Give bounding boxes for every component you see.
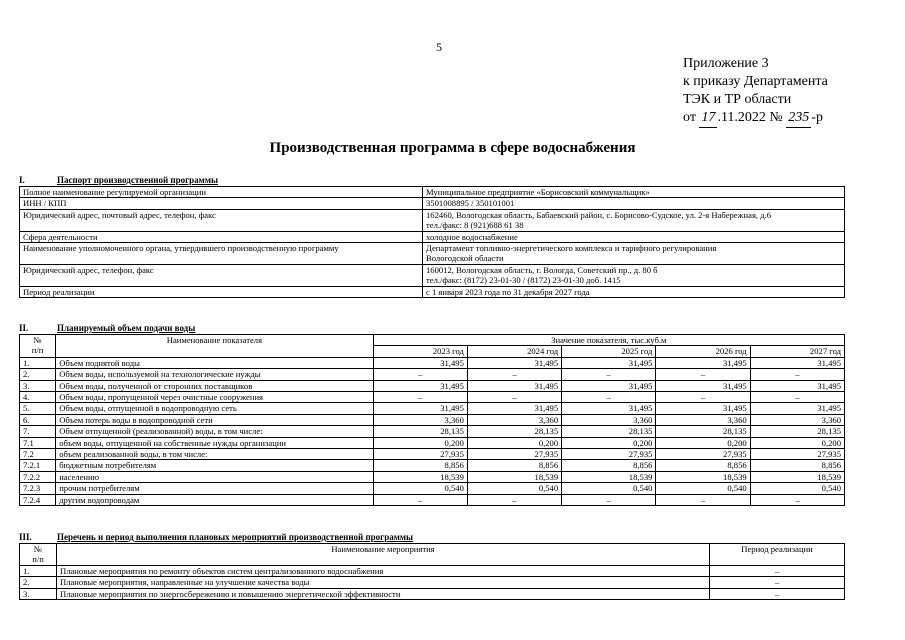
row-value: 0,200 <box>750 437 844 448</box>
row-number: 7.1 <box>20 437 56 448</box>
row-value: 0,200 <box>373 437 467 448</box>
year-header: 2024 год <box>467 346 561 357</box>
row-value: 0,200 <box>656 437 750 448</box>
table-row <box>20 426 845 437</box>
row-number: 7. <box>20 426 56 437</box>
row-name: бюджетным потребителям <box>56 460 373 471</box>
passport-value-line-2: тел./факс: (8172) 23-01-30 / (8172) 23-01-30 доб. 1415 <box>426 275 621 286</box>
passport-label: ИНН / КПП <box>20 198 423 209</box>
document-title: Производственная программа в сфере водоснабжения <box>269 140 636 156</box>
appendix-date-line <box>683 109 828 128</box>
col-number-sublabel: п/п <box>31 345 44 356</box>
section-3-heading <box>19 532 413 542</box>
row-value: 0,540 <box>750 483 844 494</box>
measures-col-number-header <box>20 544 57 566</box>
row-value: 18,539 <box>562 471 656 482</box>
row-value: 3,360 <box>656 414 750 425</box>
passport-row <box>20 286 845 297</box>
measures-col-number-sublabel: п/п <box>32 554 44 565</box>
row-number: 7.2.4 <box>20 494 56 505</box>
passport-label: Сфера деятельности <box>20 231 423 242</box>
year-header: 2023 год <box>373 346 467 357</box>
row-value: 18,539 <box>750 471 844 482</box>
row-value: – <box>373 494 467 505</box>
row-value: 31,495 <box>562 357 656 368</box>
row-value: – <box>373 369 467 380</box>
water-volume-table <box>19 334 845 506</box>
row-value: – <box>750 369 844 380</box>
passport-label: Юридический адрес, телефон, факс <box>20 264 423 286</box>
row-number: 5. <box>20 403 56 414</box>
row-value: 8,856 <box>562 460 656 471</box>
row-value: 31,495 <box>656 380 750 391</box>
passport-value <box>423 187 845 198</box>
year-header: 2027 год <box>750 346 844 357</box>
row-value: – <box>750 392 844 403</box>
row-value: 27,935 <box>656 449 750 460</box>
row-value: – <box>656 494 750 505</box>
passport-row <box>20 264 845 286</box>
row-number: 3. <box>20 380 56 391</box>
appendix-line-2: к приказу Департамента <box>683 74 828 89</box>
row-value: 31,495 <box>373 357 467 368</box>
passport-value-line: 3501008895 / 350101001 <box>426 198 515 209</box>
page-number: 5 <box>436 40 442 54</box>
passport-value-line: 162460, Вологодская область, Бабаевский район, с. Борисово-Судское, ул. 2-я Набережная, д.6 <box>426 209 772 220</box>
row-number: 7.2.3 <box>20 483 56 494</box>
section-3-title: Перечень и период выполнения плановых мероприятий производственной программы <box>57 532 414 542</box>
row-value: 27,935 <box>373 449 467 460</box>
measures-table <box>19 543 845 600</box>
row-value: 0,200 <box>467 437 561 448</box>
passport-row <box>20 243 845 265</box>
row-value: 8,856 <box>467 460 561 471</box>
measure-period: – <box>710 577 845 588</box>
row-value: 18,539 <box>373 471 467 482</box>
row-value: – <box>562 369 656 380</box>
row-value: – <box>467 369 561 380</box>
table-row <box>20 403 845 414</box>
measure-number: 3. <box>20 588 57 599</box>
passport-value-line: холодное водоснабжение <box>426 231 518 242</box>
row-value: 28,135 <box>656 426 750 437</box>
row-value: 28,135 <box>373 426 467 437</box>
row-value: 27,935 <box>750 449 844 460</box>
row-name: Объем поднятой воды <box>56 357 373 368</box>
row-value: 31,495 <box>656 357 750 368</box>
row-value: – <box>467 494 561 505</box>
section-1-number: I. <box>19 175 25 185</box>
table-row <box>20 392 845 403</box>
table-row <box>20 483 845 494</box>
row-value: 3,360 <box>467 414 561 425</box>
row-value: 3,360 <box>562 414 656 425</box>
row-number: 4. <box>20 392 56 403</box>
row-value: 31,495 <box>467 357 561 368</box>
row-name: Объем воды, полученной от сторонних поставщиков <box>56 380 373 391</box>
table-row <box>20 357 845 368</box>
row-value: – <box>467 392 561 403</box>
table-row <box>20 414 845 425</box>
year-header: 2025 год <box>562 346 656 357</box>
passport-value <box>423 243 845 265</box>
row-name: Объем воды, пропущенной через очистные сооружения <box>56 392 373 403</box>
row-name: Объем воды, используемой на технологические нужды <box>56 369 373 380</box>
appendix-line-3: ТЭК и ТР области <box>683 92 792 107</box>
table-row <box>20 460 845 471</box>
row-value: – <box>750 494 844 505</box>
appendix-block <box>683 55 828 128</box>
row-value: 0,200 <box>562 437 656 448</box>
row-value: – <box>373 392 467 403</box>
passport-value-line-2: Вологодской области <box>426 253 504 264</box>
table-row <box>20 565 845 576</box>
section-2-title: Планируемый объем подачи воды <box>57 323 196 333</box>
row-value: 31,495 <box>750 380 844 391</box>
row-value: 0,540 <box>562 483 656 494</box>
row-value: 31,495 <box>562 380 656 391</box>
passport-table <box>19 186 845 298</box>
row-value: 31,495 <box>750 357 844 368</box>
measure-period: – <box>710 565 845 576</box>
row-value: 28,135 <box>750 426 844 437</box>
row-name: Объем отпущенной (реализованной) воды, в том числе: <box>56 426 373 437</box>
passport-label: Период реализации <box>20 286 423 297</box>
col-name-header: Наименование показателя <box>56 335 373 358</box>
row-name: Объем потерь воды в водопроводной сети <box>56 414 373 425</box>
row-name: прочим потребителям <box>56 483 373 494</box>
row-value: 31,495 <box>373 403 467 414</box>
row-value: – <box>656 369 750 380</box>
row-name: другим водопроводам <box>56 494 373 505</box>
row-name: населению <box>56 471 373 482</box>
row-number: 7.2.2 <box>20 471 56 482</box>
table-row <box>20 449 845 460</box>
date-prefix: от <box>683 110 696 125</box>
passport-value <box>423 264 845 286</box>
table-row <box>20 588 845 599</box>
table-row <box>20 437 845 448</box>
row-number: 6. <box>20 414 56 425</box>
passport-value <box>423 209 845 231</box>
passport-value-line: Муниципальное предприятие «Борисовский коммунальщик» <box>426 187 650 197</box>
passport-row <box>20 198 845 209</box>
date-day: 17 <box>699 109 717 128</box>
row-value: 28,135 <box>562 426 656 437</box>
measure-number: 2. <box>20 577 57 588</box>
row-number: 7.2 <box>20 449 56 460</box>
table-row <box>20 380 845 391</box>
passport-value-line: 160012, Вологодская область, г. Вологда, Советский пр., д. 80 б <box>426 264 658 275</box>
row-value: 28,135 <box>467 426 561 437</box>
measures-col-number-label: № <box>33 544 43 554</box>
measure-period: – <box>710 588 845 599</box>
date-suffix: -р <box>811 110 823 125</box>
row-value: – <box>562 392 656 403</box>
section-1-title: Паспорт производственной программы <box>57 175 218 185</box>
appendix-line-1: Приложение 3 <box>683 56 769 71</box>
passport-value <box>423 198 845 209</box>
passport-value-line: с 1 января 2023 года по 31 декабря 2027 года <box>426 286 590 297</box>
passport-label: Наименование уполномоченного органа, утвердившего производственную программу <box>20 243 423 265</box>
row-value: 0,540 <box>467 483 561 494</box>
row-value: 18,539 <box>656 471 750 482</box>
date-middle: .11.2022 № <box>717 110 783 125</box>
section-1-heading <box>19 175 218 185</box>
passport-row <box>20 209 845 231</box>
row-value: 8,856 <box>750 460 844 471</box>
passport-value <box>423 286 845 297</box>
measure-name: Плановые мероприятия по энергосбережению и повышению энергетической эффективности <box>57 588 710 599</box>
col-value-header: Значение показателя, тыс.куб.м <box>373 335 844 346</box>
measures-col-name-header: Наименование мероприятия <box>57 544 710 566</box>
passport-label: Полное наименование регулируемой организации <box>20 187 423 198</box>
passport-value-line-2: тел./факс: 8 (921)688 61 38 <box>426 220 524 231</box>
measures-col-period-header: Период реализации <box>710 544 845 566</box>
passport-row <box>20 187 845 198</box>
row-value: 31,495 <box>656 403 750 414</box>
table-row <box>20 577 845 588</box>
row-number: 1. <box>20 357 56 368</box>
measure-name: Плановые мероприятия, направленные на улучшение качества воды <box>57 577 710 588</box>
passport-value-line: Департамент топливно-энергетического комплекса и тарифного регулирования <box>426 243 717 254</box>
table-row <box>20 369 845 380</box>
measure-number: 1. <box>20 565 57 576</box>
row-value: 0,540 <box>656 483 750 494</box>
row-value: – <box>562 494 656 505</box>
row-value: 31,495 <box>562 403 656 414</box>
section-3-number: III. <box>19 532 32 542</box>
measure-name: Плановые мероприятия по ремонту объектов систем централизованного водоснабжения <box>57 565 710 576</box>
passport-label: Юридический адрес, почтовый адрес, телефон, факс <box>20 209 423 231</box>
row-value: 0,540 <box>373 483 467 494</box>
row-value: 3,360 <box>373 414 467 425</box>
row-name: объем воды, отпущенной на собственные нужды организации <box>56 437 373 448</box>
table-row <box>20 494 845 505</box>
col-number-header <box>20 335 56 358</box>
row-value: 18,539 <box>467 471 561 482</box>
row-value: 27,935 <box>467 449 561 460</box>
row-name: объем реализованной воды, в том числе: <box>56 449 373 460</box>
row-value: 31,495 <box>373 380 467 391</box>
row-value: 8,856 <box>373 460 467 471</box>
order-number: 235 <box>786 109 811 128</box>
row-value: 31,495 <box>750 403 844 414</box>
table-row <box>20 471 845 482</box>
passport-value <box>423 231 845 242</box>
col-number-label: № <box>33 335 42 345</box>
row-value: 8,856 <box>656 460 750 471</box>
row-value: 31,495 <box>467 380 561 391</box>
row-number: 2. <box>20 369 56 380</box>
row-value: – <box>656 392 750 403</box>
row-name: Объем воды, отпущенной в водопроводную сеть <box>56 403 373 414</box>
row-value: 3,360 <box>750 414 844 425</box>
passport-row <box>20 231 845 242</box>
row-number: 7.2.1 <box>20 460 56 471</box>
row-value: 27,935 <box>562 449 656 460</box>
row-value: 31,495 <box>467 403 561 414</box>
section-2-number: II. <box>19 323 29 333</box>
year-header: 2026 год <box>656 346 750 357</box>
section-2-heading <box>19 323 195 333</box>
